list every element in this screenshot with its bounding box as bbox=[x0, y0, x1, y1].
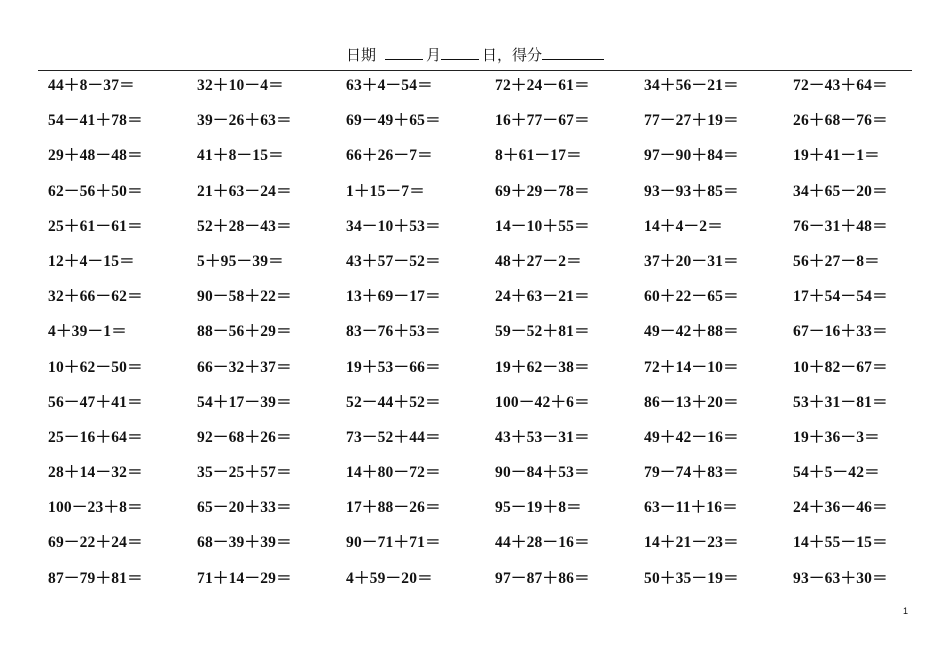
page-number: 1 bbox=[903, 606, 909, 616]
problem-cell: 41＋8－15＝ bbox=[197, 147, 284, 165]
problem-cell: 97－90＋84＝ bbox=[644, 147, 739, 165]
problem-cell: 35－25＋57＝ bbox=[197, 464, 292, 482]
problem-cell: 13＋69－17＝ bbox=[346, 288, 441, 306]
problem-cell: 59－52＋81＝ bbox=[495, 323, 590, 341]
problem-cell: 44＋8－37＝ bbox=[48, 77, 135, 94]
problem-grid bbox=[48, 74, 942, 602]
problem-cell: 14－10＋55＝ bbox=[495, 217, 590, 235]
problem-cell: 34－10＋53＝ bbox=[346, 217, 441, 235]
problem-cell: 71＋14－29＝ bbox=[197, 569, 292, 587]
problem-cell: 17＋54－54＝ bbox=[793, 288, 888, 306]
problem-cell: 77－27＋19＝ bbox=[644, 112, 739, 130]
problem-cell: 52＋28－43＝ bbox=[197, 217, 292, 235]
header-divider bbox=[38, 70, 912, 71]
problem-cell: 50＋35－19＝ bbox=[644, 569, 739, 587]
problem-cell: 19＋41－1＝ bbox=[793, 147, 880, 165]
problem-cell: 14＋4－2＝ bbox=[644, 217, 723, 235]
problem-cell: 49－42＋88＝ bbox=[644, 323, 739, 341]
problem-cell: 83－76＋53＝ bbox=[346, 323, 441, 341]
problem-cell: 65－20＋33＝ bbox=[197, 499, 292, 517]
problem-cell: 88－56＋29＝ bbox=[197, 323, 292, 341]
problem-cell: 44＋28－16＝ bbox=[495, 534, 590, 552]
problem-cell: 60＋22－65＝ bbox=[644, 288, 739, 306]
problem-cell: 14＋55－15＝ bbox=[793, 534, 888, 552]
problem-cell: 12＋4－15＝ bbox=[48, 252, 135, 270]
problem-cell: 26＋68－76＝ bbox=[793, 112, 888, 130]
problem-cell: 19＋36－3＝ bbox=[793, 428, 880, 446]
problem-cell: 4＋59－20＝ bbox=[346, 569, 433, 587]
problem-cell: 29＋48－48＝ bbox=[48, 147, 143, 165]
month-label: 月 bbox=[425, 46, 441, 64]
problem-cell: 8＋61－17＝ bbox=[495, 147, 582, 165]
problem-cell: 54－41＋78＝ bbox=[48, 112, 143, 130]
problem-cell: 16＋77－67＝ bbox=[495, 112, 590, 130]
problem-cell: 56－47＋41＝ bbox=[48, 393, 143, 411]
problem-cell: 34＋56－21＝ bbox=[644, 77, 739, 94]
problem-cell: 67－16＋33＝ bbox=[793, 323, 888, 341]
problem-cell: 72＋14－10＝ bbox=[644, 358, 739, 376]
problem-cell: 24＋36－46＝ bbox=[793, 499, 888, 517]
problem-cell: 63－11＋16＝ bbox=[644, 499, 738, 517]
problem-cell: 93－63＋30＝ bbox=[793, 569, 888, 587]
problem-cell: 69－22＋24＝ bbox=[48, 534, 143, 552]
problem-cell: 25－16＋64＝ bbox=[48, 428, 143, 446]
problem-cell: 14＋80－72＝ bbox=[346, 464, 441, 482]
problem-cell: 93－93＋85＝ bbox=[644, 182, 739, 200]
problem-cell: 87－79＋81＝ bbox=[48, 569, 143, 587]
problem-cell: 92－68＋26＝ bbox=[197, 428, 292, 446]
problem-cell: 5＋95－39＝ bbox=[197, 252, 284, 270]
month-blank[interactable] bbox=[385, 44, 423, 60]
problem-cell: 68－39＋39＝ bbox=[197, 534, 292, 552]
problem-cell: 54＋5－42＝ bbox=[793, 464, 880, 482]
problem-cell: 32＋10－4＝ bbox=[197, 77, 284, 94]
problem-cell: 21＋63－24＝ bbox=[197, 182, 292, 200]
problem-cell: 69－49＋65＝ bbox=[346, 112, 441, 130]
problem-cell: 43＋57－52＝ bbox=[346, 252, 441, 270]
problem-cell: 48＋27－2＝ bbox=[495, 252, 582, 270]
problem-cell: 4＋39－1＝ bbox=[48, 323, 127, 341]
problem-cell: 73－52＋44＝ bbox=[346, 428, 441, 446]
problem-cell: 90－84＋53＝ bbox=[495, 464, 590, 482]
problem-cell: 52－44＋52＝ bbox=[346, 393, 441, 411]
day-score-label: 日，得分 bbox=[482, 46, 543, 64]
problem-cell: 90－71＋71＝ bbox=[346, 534, 441, 552]
problem-cell: 72＋24－61＝ bbox=[495, 77, 590, 94]
worksheet-header bbox=[0, 44, 950, 65]
problem-cell: 69＋29－78＝ bbox=[495, 182, 590, 200]
problem-cell: 66＋26－7＝ bbox=[346, 147, 433, 165]
problem-cell: 100－42＋6＝ bbox=[495, 393, 590, 411]
problem-cell: 56＋27－8＝ bbox=[793, 252, 880, 270]
problem-cell: 24＋63－21＝ bbox=[495, 288, 590, 306]
problem-cell: 49＋42－16＝ bbox=[644, 428, 739, 446]
problem-cell: 66－32＋37＝ bbox=[197, 358, 292, 376]
problem-cell: 63＋4－54＝ bbox=[346, 77, 433, 94]
problem-cell: 34＋65－20＝ bbox=[793, 182, 888, 200]
problem-cell: 10＋82－67＝ bbox=[793, 358, 888, 376]
problem-cell: 10＋62－50＝ bbox=[48, 358, 143, 376]
score-blank[interactable] bbox=[542, 44, 604, 60]
problem-cell: 72－43＋64＝ bbox=[793, 77, 888, 94]
problem-cell: 28＋14－32＝ bbox=[48, 464, 143, 482]
problem-cell: 86－13＋20＝ bbox=[644, 393, 739, 411]
problem-cell: 32＋66－62＝ bbox=[48, 288, 143, 306]
problem-cell: 43＋53－31＝ bbox=[495, 428, 590, 446]
problem-cell: 14＋21－23＝ bbox=[644, 534, 739, 552]
problem-cell: 37＋20－31＝ bbox=[644, 252, 739, 270]
problem-cell: 19＋53－66＝ bbox=[346, 358, 441, 376]
problem-cell: 76－31＋48＝ bbox=[793, 217, 888, 235]
problem-cell: 19＋62－38＝ bbox=[495, 358, 590, 376]
problem-cell: 54＋17－39＝ bbox=[197, 393, 292, 411]
date-label: 日期 bbox=[345, 46, 376, 64]
problem-cell: 1＋15－7＝ bbox=[346, 182, 425, 200]
problem-cell: 62－56＋50＝ bbox=[48, 182, 143, 200]
problem-cell: 39－26＋63＝ bbox=[197, 112, 292, 130]
problem-cell: 25＋61－61＝ bbox=[48, 217, 143, 235]
problem-cell: 90－58＋22＝ bbox=[197, 288, 292, 306]
problem-cell: 17＋88－26＝ bbox=[346, 499, 441, 517]
problem-cell: 100－23＋8＝ bbox=[48, 499, 143, 517]
problem-cell: 53＋31－81＝ bbox=[793, 393, 888, 411]
problem-cell: 95－19＋8＝ bbox=[495, 499, 582, 517]
day-blank[interactable] bbox=[441, 44, 479, 60]
problem-cell: 97－87＋86＝ bbox=[495, 569, 590, 587]
problem-cell: 79－74＋83＝ bbox=[644, 464, 739, 482]
